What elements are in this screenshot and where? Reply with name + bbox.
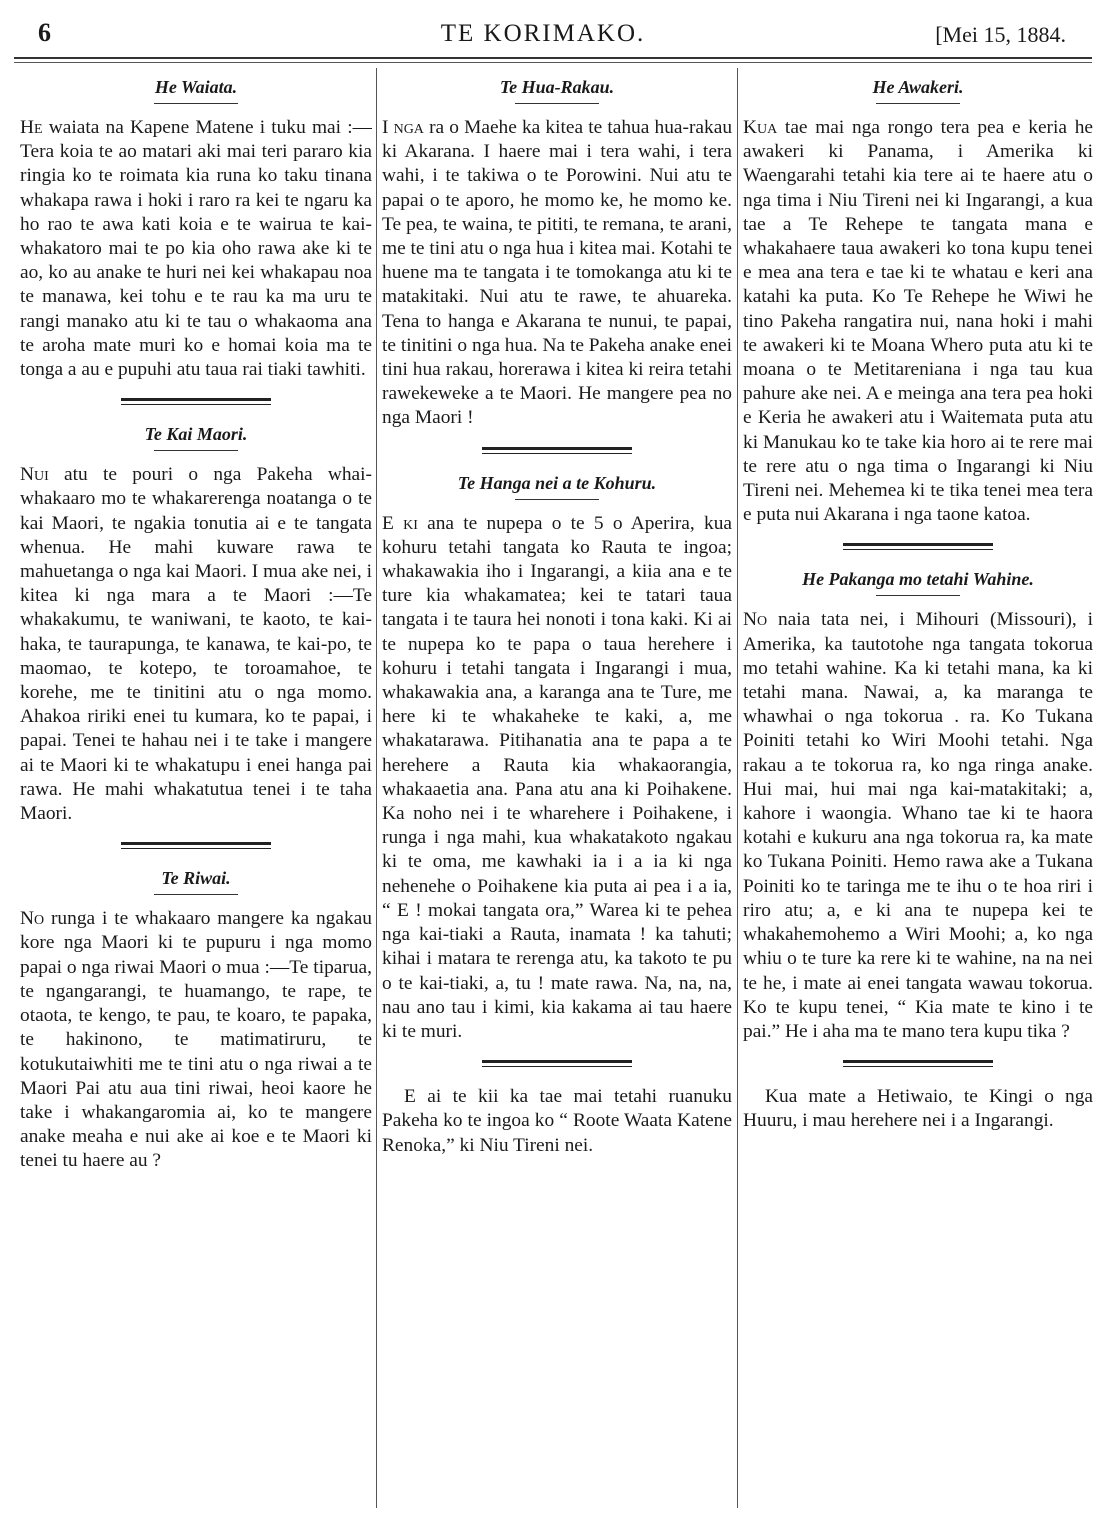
newspaper-title: TE KORIMAKO. [440,20,646,47]
article-separator [121,398,271,401]
article-text: naia tata nei, i Mihouri (Missouri), i Amerika, ka tautotohe nga tangata tokorua mo tetahi wahine. Ka ki tetahi mana, ka ki tetahi mana. Nawai, a, ka maranga te whawhai o nga tokorua . ra. Ko Tukana Poiniti tetahi ko Wiri Moohi tetahi. Nga rakau a te tokorua ra, ko nga ringa anake. Hui mai, hui mai nga kai-matakitaki; a, kahore i waongia. Whano tae ki te haora kotahi e kukuru ana nga tokorua ra, ka mate ko Tukana Poiniti. Hemo rawa ake a Tukana Poiniti ko te taringa me te ihu o te hoa riri i riro atu; a, e ki ana te nupepa kei te whakahemohemo a Wiri Moohi; a, ko nga whiu o te ture ka rere ki te wahine, na na nei te he, i mate ai enei tangata wawau tokorua. Ko te kupu tenei, “ Kia mate te kino i te pai.” He i aha ma te mano tera kupu tika ? [743,609,1093,1042]
title-rule [154,450,238,451]
article-body [382,116,732,431]
lead-word: Nui [20,464,49,486]
article-text: runga i te whakaaro mangere ka ngakau kore nga Maori ki te pupuru i nga momo papai o nga riwai Maori o mua :—Te tiparua, te ngangarangi, te huamango, te rape, te otaota, te kengo, te pau, te koaro, te papaka, te hakinono, te matimatiruru, te kotukutaiwhiti me te tini atu o nga riwai a te Maori Pai atu aua tini riwai, heoi kaore he take i whakangaromia ai, ko te mangere anake meaha e nui ake ai koe e te Maori ki tenei tu haere au ? [20,908,372,1172]
title-rule [876,103,960,104]
article-body [20,116,372,382]
issue-date: [Mei 15, 1884. [935,22,1066,47]
article-separator [482,447,632,450]
article-separator [843,543,993,546]
article-body: Kua mate a Hetiwaio, te Kingi o nga Huuru, i mau herehere nei i a Ingarangi. [743,1086,1093,1132]
article-title: He Waiata. [154,77,238,97]
article-body [743,608,1093,1044]
article-title: Te Kai Maori. [144,424,248,445]
column-divider [376,68,377,1508]
title-rule [876,595,960,596]
article-title: Te Hua-Rakau. [499,77,615,97]
article-title: He Pakanga mo tetahi Wahine. [802,569,1034,590]
column-divider [737,68,738,1508]
article-body [20,463,372,826]
article-text: tae mai nga rongo tera pea e keria he awakeri ki Panama, i Amerika ki Waengarahi tetahi kia tere ai te haere atu o nga tima i Niu Tireni nei ki Ingarangi, a kua tae a Te Rehepe te tangata mana e whakahaere taua awakeri ko tona kupu tenei e mea ana tera e tae ki te whatau e keri ana katahi ka puta. Ko Te Rehepe he Wiwi he tino Pakeha rangatira nui, nana hoki i mahi te awakeri ki te Moana Whero puta atu ki te moana o te Metitareniana i nga tau kua pahure ake nei. A e meinga ana tera pea hoki e Keria he awakeri atu i Waitemata puta atu ki Manukau ko te take kia horo ai te rere mai te rere atu o nga tima o Ingarangi ki Niu Tireni nei. Mehemea ki te tika tenei mea tera e puta nui Akarana i nga taone katoa. [743,117,1093,526]
article-body [20,907,372,1173]
page-number: 6 [38,18,51,47]
title-rule [154,103,238,104]
column-1 [20,70,372,1516]
article-text: atu te pouri o nga Pakeha whai-whakaaro mo te whakarerenga noatanga o te kai Maori, te ngakia tonutia ai e te tangata whenua. He mahi kuware rawa te mahuetanga o nga kai Maori. I mua ake nei, i kitea ki nga mara a te Maori :—Te whakakumu, te waniwani, te kaoto, te kai-haka, te taurapunga, te kanawa, te kai-po, te maomao, te kotepo, te toroamahoe, te korehe, me te tinitini atu o nga momo. Ahakoa ririki enei tu kumara, ko te papai, i papai. Tenei te hahau nei i te take i mangere ai te Maori ki te whakatupu i enei hanga pai rawa. He mahi whakatutua tenei i te taha Maori. [20,464,372,825]
title-rule [515,499,599,500]
article-title: He Awakeri. [872,77,964,97]
article-text: ra o Maehe ka kitea te tahua hua-rakau ki Akarana. I haere mai i tera wahi, i tera wahi, i te takiwa o te Porowini. Nui atu te papai o te aporo, he momo ke, he momo ke. Te pea, te waina, te pititi, te remana, te arani, me te tini atu o nga hua i kitea mai. Kotahi te huene ma te tangata i te tomokanga atu ki te matakitaki. Nui atu te rawe, te ahuareka. Tena to hanga e Akarana te nunui, te papai, te tinitini o nga hua. Na te Pakeha anake enei tini hua rakau, horerawa i kitea ki reira tetahi rawekeweke a te Maori. He mangere pea no nga Maori ! [382,117,732,429]
masthead [20,18,1066,52]
article-title: Te Hanga nei a te Kohuru. [457,472,657,493]
lead-word: I nga [382,117,424,138]
header-rule-thin [14,62,1092,63]
article-separator [121,842,271,845]
lead-word: E ki [382,512,418,534]
title-rule [154,894,238,895]
lead-word: He [20,117,43,138]
article-body [382,512,732,1044]
title-rule [515,103,599,104]
article-text: ana te nupepa o te 5 o Aperira, kua kohuru tetahi tangata ko Rauta te ingoa; whakawakia iho i Ingarangi, a kiia ana e te ture kia whakamatea; kei te tatari taua tangata i te taura hei nonoti i tona kaki. Ki ai te nupepa ko te papa o taua herehere i kohuru i tetahi tangata i Ingarangi i mua, whakawakia ana, a karanga ana te Ture, me here ki te whakaheke te kaki, a, me whakatarawa. Pitihanatia ana te papa a te herehere a Rauta kia whakaorangia, whakaaetia ana. Pana atu ana ki Poihakene. Ka noho nei i te wharehere i Poihakene, i runga i nga mahi, kua whakatakoto ngakau ki te oma, me kawhaki ia i a ia ki nga nehenehe o Poihakene kia puta ai pea i a ia, “ E ! mokai tangata ora,” Warea ki te pehea nga kai-tiaki a Rauta, inamata ! ka tahuti; kihai i matara te rerenga atu, ka takoto te pu o te kai-tiaki, a, tu ! mate rawa. Na, na, na, nau ano tau i kimi, kia kakama ai tau haere ki te muri. [382,512,732,1042]
column-2 [382,70,732,1516]
lead-word: No [20,908,45,930]
article-separator [843,1060,993,1063]
article-body: E ai te kii ka tae mai tetahi ruanuku Pakeha ko te ingoa ko “ Roote Waata Katene Renoka,” ki Niu Tireni nei. [382,1086,732,1156]
article-title: Te Riwai. [161,868,231,889]
lead-word: No [743,609,768,631]
header-rule [14,57,1092,59]
lead-word: Kua [743,117,778,138]
article-separator [482,1060,632,1063]
article-text: waiata na Kapene Matene i tuku mai :—Tera koia te ao matari aki mai teri pararo kia ringia ko te roimata kia runa ko taku tinana whakapa rawa i hoki i raro ra kei te ngaru ka ho rao te awa kati koia e te wairua te kai-whakatoro mai te po kia oho rawa ake ki te ao, ko au anake te huri nei kei whakapau noa te manawa, kei tohu e te rau ka ma uru te rangi manako atu ki te tau o whakaoma ana te aroha mate muri ko e homai koia ma te tonga a au e pupuhi atu taua rai tiaki tawhiti. [20,117,372,381]
column-3 [743,70,1093,1516]
article-body [743,116,1093,527]
